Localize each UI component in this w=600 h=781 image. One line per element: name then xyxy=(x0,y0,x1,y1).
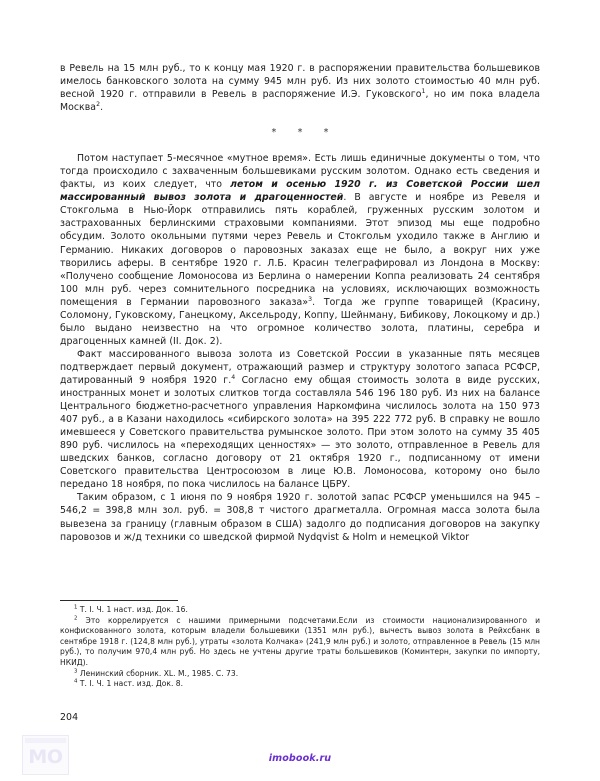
section-separator: * * * xyxy=(271,127,338,139)
footnote-1 xyxy=(60,605,540,616)
paragraph-4: Таким образом, с 1 июня по 9 ноября 1920 г. золотой запас РСФСР уменьшился на 945 – 546,2 = 398,8 млн зол. руб. = 308,8 т чистого драгметалла. Огромная масса золота была вывезена за границу (главным образом в США) задолго до подписания договоров на закупку паровозов и ж/д техники со шведской фирмой Nydqvist & Holm и немецкой Viktor xyxy=(60,492,540,543)
footnote-2-text: Это коррелируется с нашими примерными подсчетами.Если из стоимости национализированного и конфискованного золота, которым владели большевики (1351 млн руб.), вычесть вывоз золота в Рейхсбанк в сентябре 1918 г. (124,8 млн руб.), утраты «золота Колчака» (241,9 млн руб.) и золото, отправленное в Ревель (15 млн руб.), то получим 970,4 млн руб. Но здесь не учтены другие траты большевиков (Коминтерн, закупки по импорту, НКИД). xyxy=(60,615,540,667)
footnote-4-marker: 4 xyxy=(74,678,78,685)
paragraph-3-lead: Факт массированного вывоза золота из Советской России в указанные пять месяцев подтверждает первый документ, отражающий размер и структуру золотого запаса РСФСР, датированный 9 ноября 1920 г. xyxy=(60,348,540,386)
paragraph-2-lead: Потом наступает 5-месячное «мутное время». Есть лишь единичные документы о том, что тогда происходило с захваченным большевиками русским золотом. Однако есть сведения и факты, из коих следует, что xyxy=(60,153,540,191)
footnotes-block xyxy=(60,600,540,690)
watermark-site-url: imobook.ru xyxy=(268,753,332,764)
watermark-logo-text: MO xyxy=(28,746,63,768)
footnote-1-text: Т. I. Ч. 1 наст. изд. Док. 16. xyxy=(79,605,188,614)
paragraph-2-after: . В августе и ноябре из Ревеля и Стокгольма в Нью-Йорк отправились пять кораблей, груженных русским золотом и застрахованных берлинскими страховыми компаниями. Этот эпизод мы еще подробно обсудим. Золото окольными путями через Ревель и Стокгольм уходило также в Англию и Германию. Никаких договоров о паровозных заказах еще не было, а вокруг них уже творились аферы. В сентябре 1920 г. Л.Б. Красин телеграфировал из Лондона в Москву: «Получено сообщение Ломоносова из Берлина о намерении Коппа реализовать 24 сентября 100 млн руб. через сомнительного посредника на условиях, исключающих возможность помещения в Германии паровозного заказа» xyxy=(60,192,540,308)
footnote-3-marker: 3 xyxy=(74,668,78,675)
paragraph-1-text-a: в Ревель на 15 млн руб., то к концу мая 1920 г. в распоряжении правительства большевиков имелось банковского золота на сумму 945 млн руб. Из них золото стоимостью 40 млн руб. весной 1920 г. отправили в Ревель в распоряжение И.Э. Гуковского xyxy=(60,63,540,101)
footnote-1-marker: 1 xyxy=(74,604,78,611)
footnote-3-text: Ленинский сборник. XL. М., 1985. С. 73. xyxy=(79,668,239,678)
footnote-4 xyxy=(60,679,540,690)
paragraph-1-text-c: . xyxy=(100,102,104,114)
paragraph-1-text-b: , но им пока владела Москва xyxy=(60,89,540,114)
paragraph-2 xyxy=(60,152,540,348)
paragraph-3-tail: Согласно ему общая стоимость золота в виде русских, иностранных монет и золотых слитков тогда составляла 546 196 180 руб. Из них на балансе Центрального бюджетно-расчетного управления Наркомфина числилось золота на 150 973 407 руб., а в Казани находилось «сибирского золота» на 395 222 772 руб. В справку не вошло имевшееся у Советского правительства румынское золото. При этом золото на сумму 35 405 890 руб. числилось на «переходящих ценностях» — это золото, отправленное в Ревель для шведских банков, согласно договору от 21 октября 1920 г., подписанному от имени Советского правительства Центросоюзом в лице Ю.В. Ломоносова, которому оно было передано 18 ноября, по пока числилось на балансе ЦБРУ. xyxy=(60,374,540,491)
footnote-2 xyxy=(60,616,540,669)
footnote-ref-4[interactable]: 4 xyxy=(231,373,236,381)
footnote-ref-1[interactable]: 1 xyxy=(421,87,426,95)
footnote-ref-2[interactable]: 2 xyxy=(96,101,101,109)
footnote-ref-3[interactable]: 3 xyxy=(308,295,313,303)
watermark-logo-bar xyxy=(25,738,66,743)
footnote-2-marker: 2 xyxy=(74,615,78,622)
paragraph-3 xyxy=(60,348,540,492)
page-number: 204 xyxy=(60,712,79,723)
paragraph-1 xyxy=(60,62,540,114)
footnote-4-text: Т. I. Ч. 1 наст. изд. Док. 8. xyxy=(79,679,184,689)
paragraph-2-emphasis: летом и осенью 1920 г. из Советской России шел массированный вывоз золота и драгоценностей xyxy=(60,179,541,204)
footnote-3 xyxy=(60,669,540,680)
page-body xyxy=(60,62,540,544)
footnote-separator-rule xyxy=(60,600,178,601)
paragraph-2-tail: . Тогда же группе товарищей (Красину, Соломону, Гуковскому, Ганецкому, Аксельроду, Коппу, Шейнману, Бибикову, Локоцкому и др.) было выдано неизвестно на что огромное количество золота, платины, серебра и драгоценных камней (II. Док. 2). xyxy=(60,296,540,347)
